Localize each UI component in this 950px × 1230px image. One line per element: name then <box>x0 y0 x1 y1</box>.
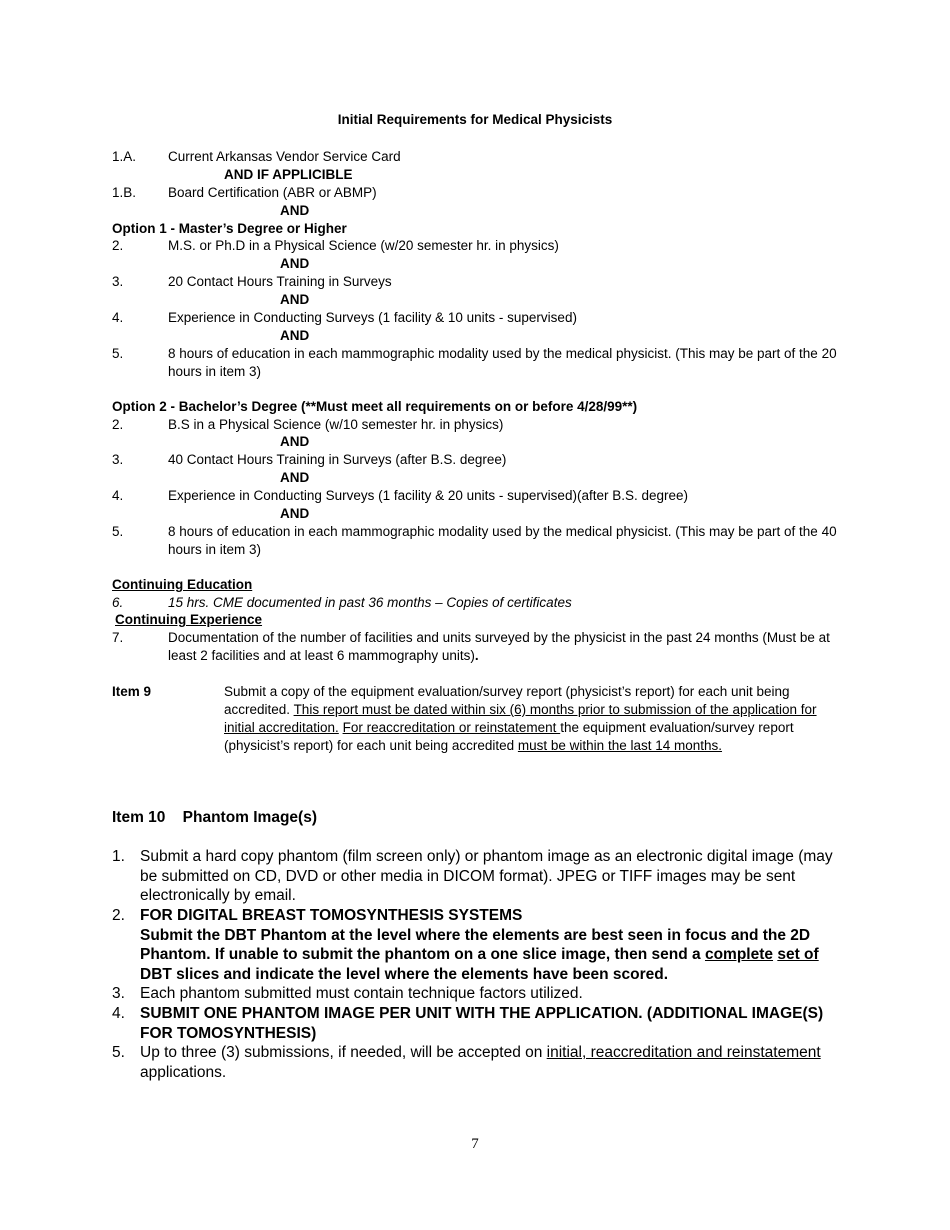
period: . <box>474 648 479 663</box>
submissions-types: initial, reaccreditation and reinstatement <box>546 1044 821 1061</box>
and-connector: AND <box>280 328 310 343</box>
and-connector: AND <box>280 506 310 521</box>
item-number: 3. <box>112 452 124 467</box>
item9-text <box>224 683 844 755</box>
option2-heading: Option 2 - Bachelor’s Degree (**Must meet all requirements on or before 4/28/99**) <box>112 399 638 414</box>
item-text: 8 hours of education in each mammographic modality used by the medical physicist. (This may be part of the 20 hours in item 3) <box>168 346 837 379</box>
item-number: 7. <box>112 630 124 645</box>
dbt-set-of: set of <box>777 946 819 963</box>
item-text <box>140 906 845 984</box>
and-connector: AND <box>280 292 310 307</box>
submissions-text-b: applications. <box>140 1063 227 1081</box>
and-connector: AND <box>280 203 310 218</box>
item-number: 3. <box>112 274 124 289</box>
continuing-experience-text: Documentation of the number of facilities and units surveyed by the physicist in the past 24 months (Must be at least 2 facilities and at least 6 mammography units) <box>168 630 830 663</box>
item-number: 1. <box>112 848 125 865</box>
dbt-instructions <box>140 926 845 985</box>
continuing-experience-heading: Continuing Experience <box>115 612 263 627</box>
item-text <box>168 629 848 665</box>
item9-deadline: must be within the last 14 months. <box>517 738 723 753</box>
item-text: 15 hrs. CME documented in past 36 months – Copies of certificates <box>168 595 572 610</box>
and-connector: AND <box>280 256 310 271</box>
item9-label: Item 9 <box>112 684 152 699</box>
item-text: 20 Contact Hours Training in Surveys <box>168 274 392 289</box>
item-text: 40 Contact Hours Training in Surveys (after B.S. degree) <box>168 452 507 467</box>
and-if-applicable: AND IF APPLICIBLE <box>224 167 353 182</box>
item9-sentence-1: Submit a copy of the equipment evaluation/survey report (physicist’s report) for each unit being accredited. <box>224 684 790 717</box>
item-text: 8 hours of education in each mammographic modality used by the medical physicist. (This may be part of the 40 hours in item 3) <box>168 524 837 557</box>
dbt-heading: FOR DIGITAL BREAST TOMOSYNTHESIS SYSTEMS <box>140 907 523 924</box>
item-text: M.S. or Ph.D in a Physical Science (w/20 semester hr. in physics) <box>168 238 559 253</box>
option1-heading: Option 1 - Master’s Degree or Higher <box>112 221 347 236</box>
item-text: Current Arkansas Vendor Service Card <box>168 149 401 164</box>
item-text <box>140 1043 870 1082</box>
item-text: Each phantom submitted must contain technique factors utilized. <box>140 985 583 1002</box>
item-text: Experience in Conducting Surveys (1 facility & 10 units - supervised) <box>168 310 577 325</box>
and-connector: AND <box>280 434 310 449</box>
item-number: 4. <box>112 1005 125 1022</box>
item9-sentence-3: the equipment evaluation/survey report (physicist’s report) for each unit being accredited <box>224 720 794 753</box>
item-number: 5. <box>112 524 124 539</box>
and-connector: AND <box>280 470 310 485</box>
item9-reaccreditation-phrase: For reaccreditation or reinstatement <box>342 720 561 735</box>
item-number: 2. <box>112 907 125 924</box>
item-number: 4. <box>112 310 124 325</box>
dbt-complete: complete <box>704 946 774 963</box>
item-number: 1.A. <box>112 149 137 164</box>
submissions-text-a: Up to three (3) submissions, if needed, will be accepted on <box>140 1044 547 1061</box>
item-text: Submit a hard copy phantom (film screen only) or phantom image as an electronic digital image (may be submitted on CD, DVD or other media in DICOM format). JPEG or TIFF images may be sent electronically by email. <box>140 848 833 904</box>
item-number: 5. <box>112 1044 125 1061</box>
continuing-education-heading: Continuing Education <box>112 577 253 592</box>
item10-heading: Item 10 Phantom Image(s) <box>112 809 317 826</box>
dbt-text-b: DBT slices and indicate the level where the elements have been scored. <box>140 965 669 983</box>
item-number: 2. <box>112 417 124 432</box>
item-text: Board Certification (ABR or ABMP) <box>168 185 377 200</box>
item-number: 5. <box>112 346 124 361</box>
item-number: 3. <box>112 985 125 1002</box>
page-number: 7 <box>471 1136 479 1152</box>
item-number: 4. <box>112 488 124 503</box>
item9-sentence-2: This report must be dated within six (6) months prior to submission of the application for initial accreditation. <box>224 702 817 735</box>
item-number: 6. <box>112 595 124 610</box>
item-number: 2. <box>112 238 124 253</box>
page-title: Initial Requirements for Medical Physicists <box>337 112 613 127</box>
dbt-text-a: Submit the DBT Phantom at the level where the elements are best seen in focus and the 2D Phantom. If unable to submit the phantom on a one slice image, then send a <box>140 926 811 963</box>
item-text: Experience in Conducting Surveys (1 facility & 20 units - supervised)(after B.S. degree) <box>168 488 688 503</box>
item-text: SUBMIT ONE PHANTOM IMAGE PER UNIT WITH THE APPLICATION. (ADDITIONAL IMAGE(S) FOR TOMOSYNTHESIS) <box>140 1005 824 1042</box>
item-text: B.S in a Physical Science (w/10 semester hr. in physics) <box>168 417 504 432</box>
item-number: 1.B. <box>112 185 137 200</box>
